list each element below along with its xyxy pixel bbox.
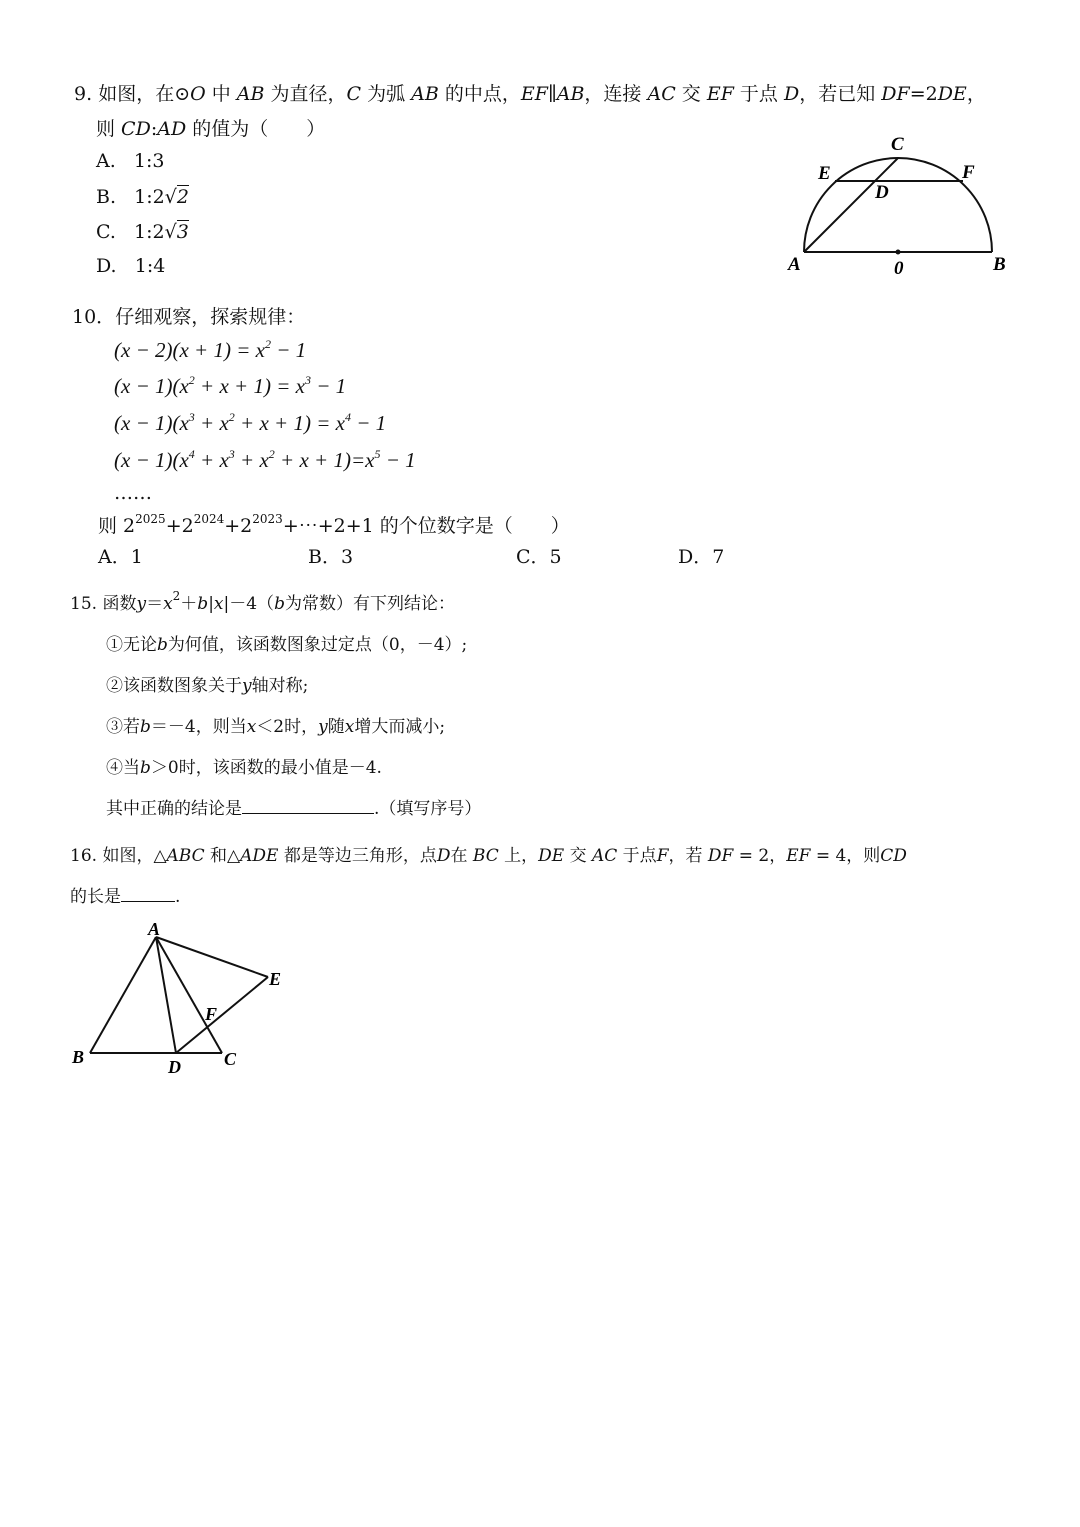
label-a: A <box>788 254 801 275</box>
sqrt-sign: √ <box>164 221 177 243</box>
q15-conclusion-3: ③若b＝－4，则当x＜2时，y随x增大而减小; <box>106 717 446 737</box>
center-point <box>896 250 901 255</box>
q10-option-d[interactable]: D．7 <box>678 546 725 568</box>
q9-line1: 9. 如图，在⊙O 中 AB 为直径，C 为弧 AB 的中点，EF∥AB，连接 AC 交 EF 于点 D，若已知 DF=2DE， <box>74 83 986 105</box>
sqrt-sign: √ <box>164 186 177 208</box>
segment-de <box>176 977 268 1053</box>
label-d: D <box>875 182 889 203</box>
q15-conclusion-1: ①无论b为何值，该函数图象过定点（0，－4）; <box>106 635 468 655</box>
q10-equation-3: $(x - 1)(x^3 + x^2 + x + 1) = x^4 - 1$ <box>114 410 387 435</box>
q15-answer-line: 其中正确的结论是 .（填写序号） <box>106 794 481 819</box>
q9-option-c[interactable]: C. 1:2√3 <box>96 221 189 243</box>
q10-ellipsis: …… <box>114 482 152 504</box>
q9-number: 9. <box>74 83 93 105</box>
q9-option-d[interactable]: D. 1:4 <box>96 255 166 277</box>
q10-title: 10．仔细观察，探索规律： <box>72 306 306 328</box>
label-b: B <box>72 1047 85 1067</box>
q10-equation-2: $(x - 1)(x^2 + x + 1) = x^3 - 1$ <box>114 373 347 398</box>
q9-option-b[interactable]: B. 1:2√2 <box>96 186 189 208</box>
label-c: C <box>891 134 904 155</box>
q10-equation-4: $(x - 1)(x^4 + x^3 + x^2 + x + 1)=x^5 - 1$ <box>114 447 416 472</box>
q15-conclusion-2: ②该函数图象关于y轴对称; <box>106 676 309 696</box>
label-f: F <box>962 162 975 183</box>
q16-stem: 16. 如图，△ABC 和△ADE 都是等边三角形，点D在 BC 上，DE 交 AC 于点F，若 DF = 2，EF = 4，则CD <box>70 846 907 866</box>
q9-line2: 则 CD:AD 的值为（ ） <box>96 118 326 140</box>
label-f: F <box>205 1004 218 1024</box>
label-b: B <box>993 254 1006 275</box>
q10-option-a[interactable]: A．1 <box>98 546 143 568</box>
segment-ae <box>156 937 268 977</box>
q9-option-a[interactable]: A. 1:3 <box>96 150 165 172</box>
q16-line2: 的长是 . <box>70 882 180 907</box>
q10-equation-1: $(x - 2)(x + 1) = x^2 - 1$ <box>114 337 307 362</box>
q16-number: 16. <box>70 846 98 866</box>
q15-number: 15. <box>70 594 98 614</box>
label-d: D <box>168 1057 181 1077</box>
q15-answer-blank[interactable] <box>242 795 374 814</box>
label-o: 0 <box>894 258 904 279</box>
q10-option-b[interactable]: B．3 <box>308 546 354 568</box>
q15-stem: 15. 函数$y=x^2+b|x|-4(b$为常数）有下列结论： <box>70 589 455 614</box>
q15-conclusion-4: ④当b＞0时，该函数的最小值是－4. <box>106 758 382 778</box>
label-e: E <box>269 969 282 989</box>
label-a: A <box>148 919 161 939</box>
q10-question: 则 $2^{2025}+2^{2024}+2^{2023}+\cdots+2+1$ 的个位数字是（ ） <box>98 512 570 537</box>
q10-number: 10． <box>72 306 116 328</box>
label-e: E <box>818 163 831 184</box>
label-c: C <box>224 1049 237 1069</box>
q10-option-c[interactable]: C．5 <box>516 546 562 568</box>
q16-answer-blank[interactable] <box>121 883 175 902</box>
q16-triangle-figure <box>60 915 300 1080</box>
q9-semicircle-figure <box>780 130 1020 280</box>
segment-ab <box>90 937 156 1053</box>
